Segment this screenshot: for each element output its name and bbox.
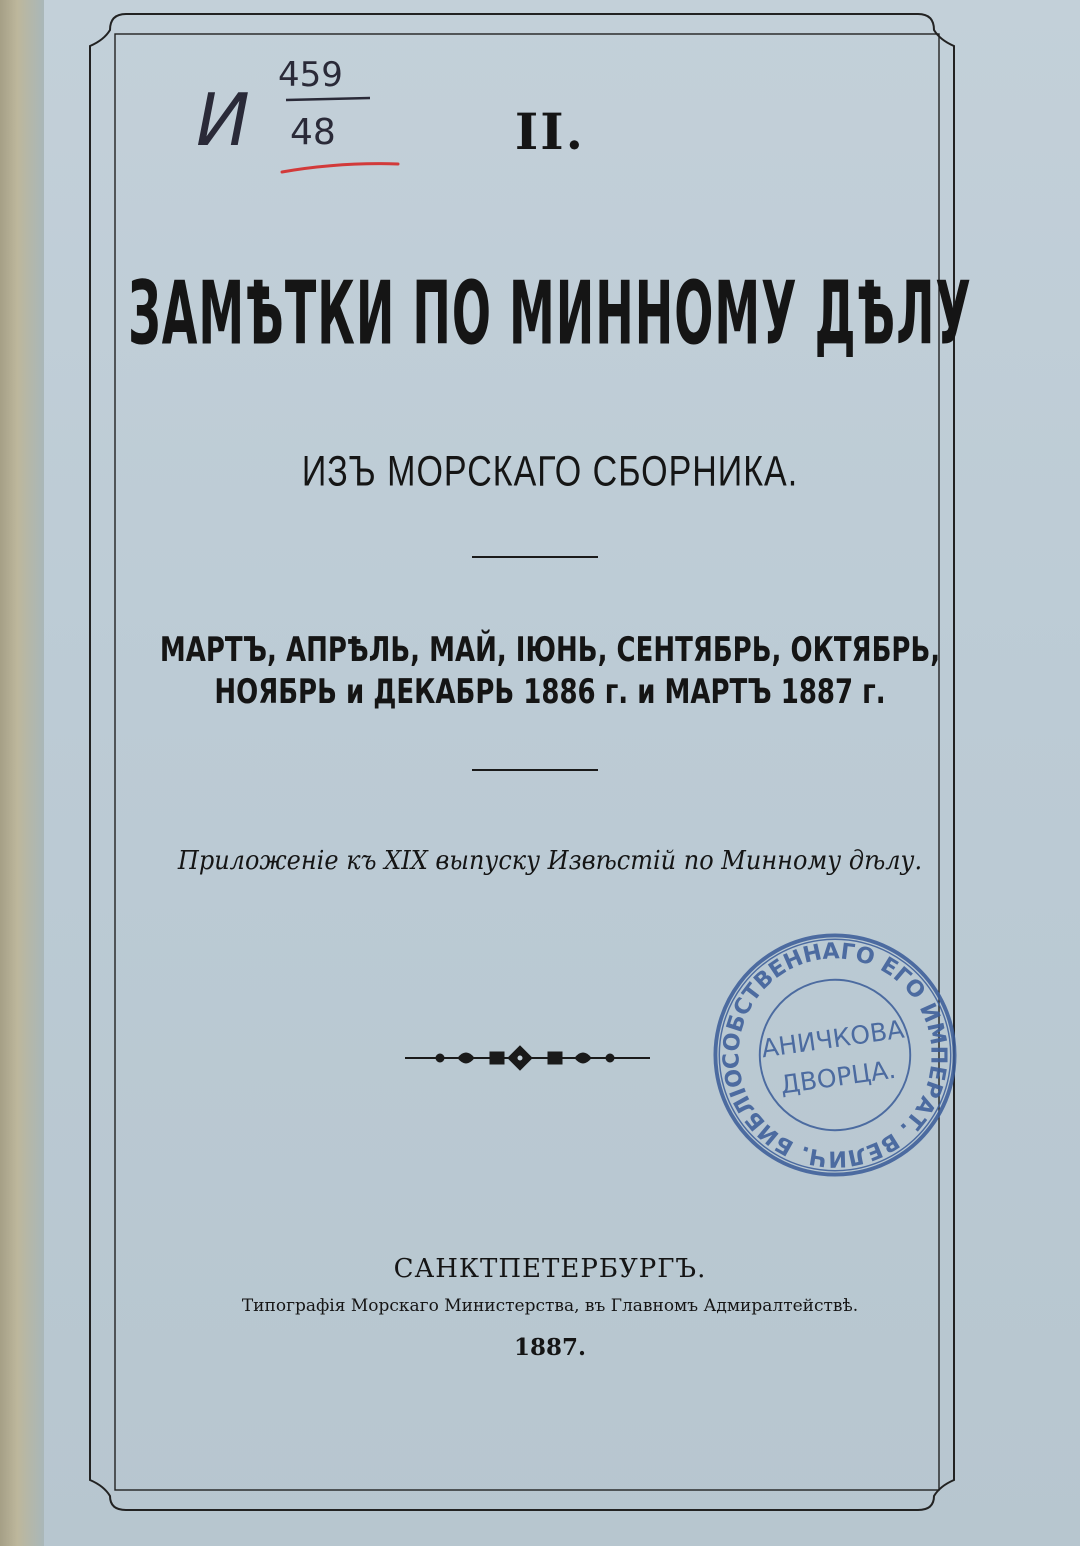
- book-title: ЗАМѢТКИ ПО МИННОМУ ДѢЛУ: [128, 262, 972, 365]
- imprint-press: Типографія Морскаго Министерства, въ Главномъ Адмиралтействѣ.: [241, 1296, 859, 1316]
- imprint-city: САНКТПЕТЕРБУРГЪ.: [393, 1254, 707, 1284]
- handwritten-numerator: 459: [278, 55, 343, 95]
- divider-rule-1: [472, 556, 598, 558]
- handwritten-denominator: 48: [290, 112, 336, 153]
- appendix-note: Приложеніе къ XIX выпуску Извѣстій по Минному дѣлу.: [177, 845, 923, 876]
- book-subtitle: ИЗЪ МОРСКАГО СБОРНИКА.: [301, 448, 799, 496]
- stamp-center-line-1: АНИЧКОВА: [759, 1014, 906, 1064]
- volume-number: II.: [514, 102, 586, 161]
- months-line-1: МАРТЪ, АПРѢЛЬ, МАЙ, ІЮНЬ, СЕНТЯБРЬ, ОКТЯБРЬ,: [159, 631, 941, 670]
- ornament-divider: [405, 1046, 650, 1070]
- stamp-center-line-2: ДВОРЦА.: [778, 1054, 898, 1100]
- divider-rule-2: [472, 769, 598, 771]
- handwritten-letter: И: [196, 78, 250, 162]
- library-stamp: [700, 920, 970, 1190]
- months-line-2: НОЯБРЬ и ДЕКАБРЬ 1886 г. и МАРТЪ 1887 г.: [214, 673, 886, 712]
- imprint-year: 1887.: [513, 1334, 587, 1361]
- stamp-ring-text: СОБСТВЕННАГО ЕГО ИМПЕРАТ. ВЕЛИЧ. БИБЛІОТЕКА: [718, 938, 952, 1172]
